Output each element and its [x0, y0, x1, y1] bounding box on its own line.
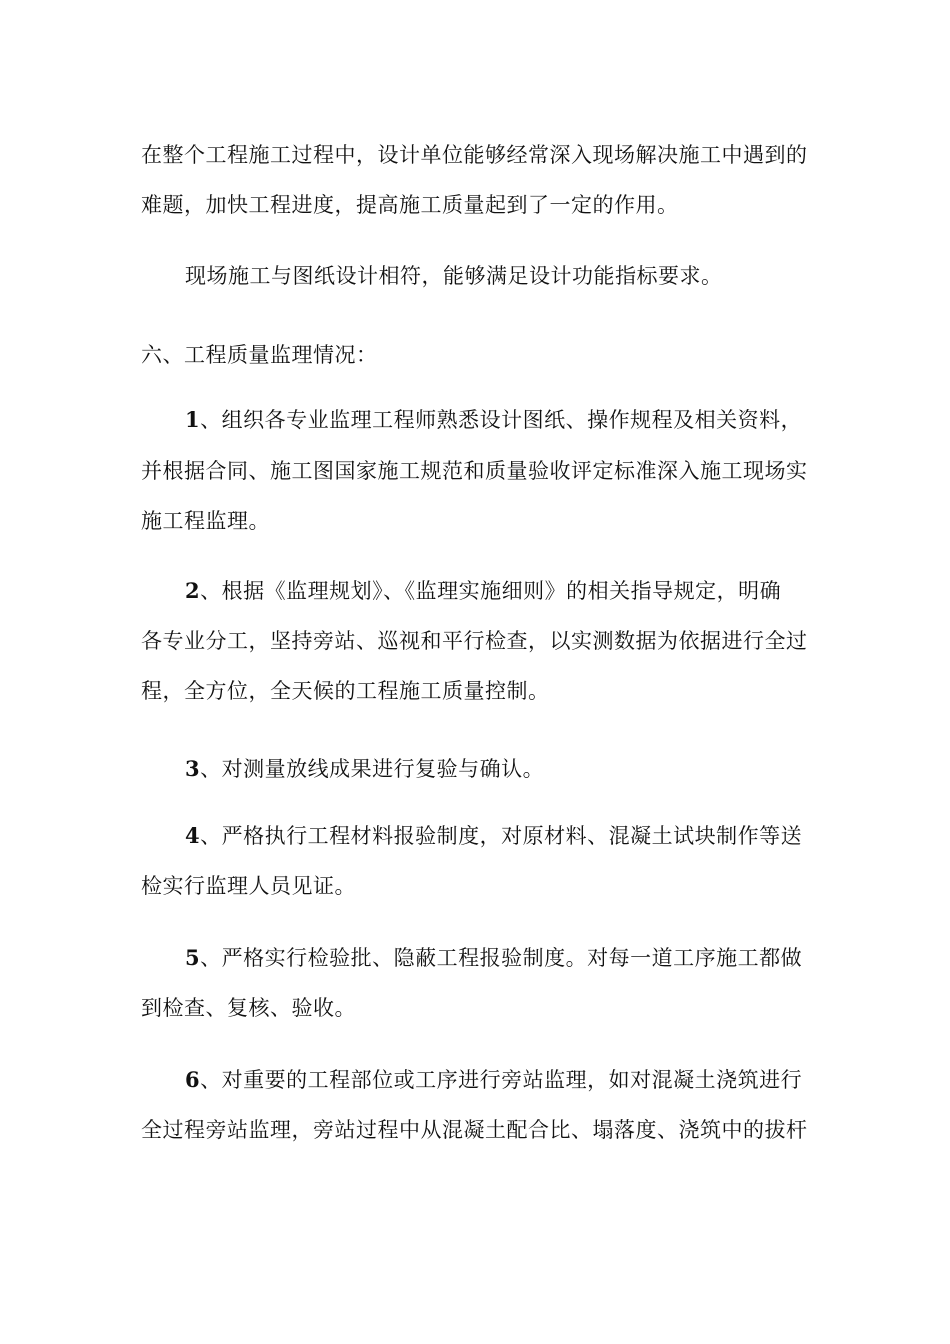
list-item-line: 程，全方位，全天候的工程施工质量控制。 — [141, 679, 550, 703]
list-item-line: 到检查、复核、验收。 — [141, 996, 356, 1020]
list-item-line: 全过程旁站监理，旁站过程中从混凝土配合比、塌落度、浇筑中的拔杆 — [141, 1118, 808, 1142]
list-item-line: 各专业分工，坚持旁站、巡视和平行检查，以实测数据为依据进行全过 — [141, 629, 808, 653]
paragraph-line: 现场施工与图纸设计相符，能够满足设计功能指标要求。 — [185, 264, 723, 288]
list-item-line: 5、严格实行检验批、隐蔽工程报验制度。对每一道工序施工都做 — [185, 945, 803, 970]
item-number: 4 — [185, 823, 201, 848]
list-item-line: 6、对重要的工程部位或工序进行旁站监理，如对混凝土浇筑进行 — [185, 1067, 803, 1092]
section-heading: 六、工程质量监理情况： — [141, 343, 378, 367]
paragraph-line: 难题，加快工程进度，提高施工质量起到了一定的作用。 — [141, 193, 679, 217]
list-item-line: 3、对测量放线成果进行复验与确认。 — [185, 756, 545, 781]
item-number: 2 — [185, 578, 201, 603]
item-number: 1 — [185, 407, 201, 432]
paragraph-line: 在整个工程施工过程中，设计单位能够经常深入现场解决施工中遇到的 — [141, 143, 808, 167]
item-number: 3 — [185, 756, 201, 781]
list-item-line: 4、严格执行工程材料报验制度，对原材料、混凝土试块制作等送 — [185, 823, 803, 848]
list-item-line: 施工程监理。 — [141, 509, 270, 533]
list-item-line: 检实行监理人员见证。 — [141, 874, 356, 898]
item-number: 6 — [185, 1067, 201, 1092]
list-item-line: 并根据合同、施工图国家施工规范和质量验收评定标准深入施工现场实 — [141, 459, 808, 483]
list-item-line: 2、根据《监理规划》、《监理实施细则》的相关指导规定，明确 — [185, 578, 782, 603]
list-item-line: 1、组织各专业监理工程师熟悉设计图纸、操作规程及相关资料， — [185, 407, 803, 432]
item-number: 5 — [185, 945, 201, 970]
